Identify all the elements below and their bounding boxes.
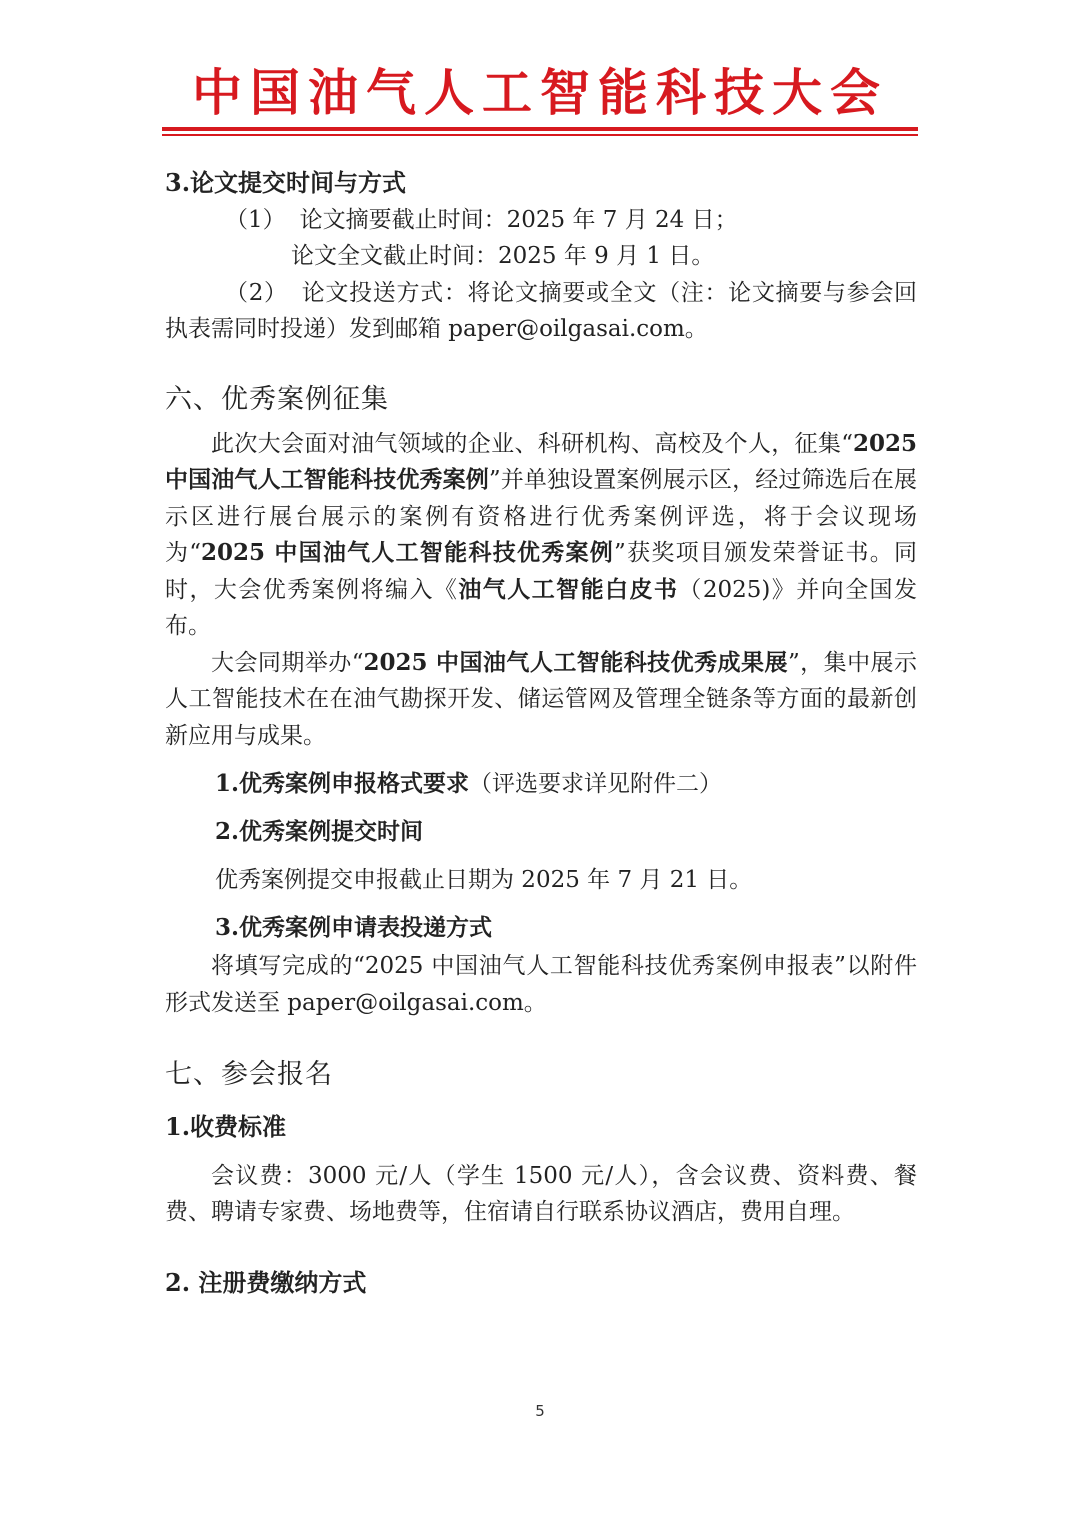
case-format-requirement (165, 764, 917, 804)
case-submission-time-heading: 2.优秀案例提交时间 (215, 818, 424, 845)
para1-text2: ”并单独设置案例展示区，经过筛选后在展示区进行展台展示的案例有资格进行优秀案例评选，将于会议现场为“ (165, 467, 917, 566)
case-form-delivery-heading: 3.优秀案例申请表投递方式 (215, 914, 493, 941)
para2-text2: ”，集中展示人工智能技术在在油气勘探开发、储运管网及管理全链条等方面的最新创新应用与成果。 (165, 649, 917, 749)
header-rule-thick (162, 127, 918, 131)
case-format-heading: 1.优秀案例申报格式要求 (215, 770, 470, 797)
fee-standard-heading: 1.收费标准 (165, 1112, 287, 1141)
section6-paragraph2 (165, 645, 917, 755)
section6-paragraph1 (165, 426, 917, 645)
section7-heading: 七、参会报名 (165, 1059, 333, 1090)
paper-submission-heading: 3.论文提交时间与方式 (165, 168, 407, 197)
para1-bold2: 2025 中国油气人工智能科技优秀案例 (201, 539, 615, 566)
paper-abstract-deadline: 论文摘要截止时间：2025 年 7 月 24 日； (299, 206, 738, 233)
para1-text4: （2025)》并向全国发布。 (165, 576, 918, 639)
case-form-delivery-text: 将填写完成的“2025 中国油气人工智能科技优秀案例申报表”以附件形式发送至 paper@oilgasai.com。 (165, 953, 917, 1016)
paper-item2-number: （2） (225, 279, 288, 306)
page-number: 5 (535, 1402, 545, 1420)
payment-method-heading: 2. 注册费缴纳方式 (165, 1267, 367, 1297)
paper-submission-method: 论文投送方式：将论文摘要或全文（注：论文摘要与参会回执表需同时投递）发到邮箱 paper@oilgasai.com。 (165, 279, 918, 342)
paper-item2 (165, 275, 917, 348)
paper-fulltext-deadline: 论文全文截止时间：2025 年 9 月 1 日。 (291, 243, 715, 269)
paper-item1-number: （1） (225, 206, 286, 233)
header-rule-thin (162, 134, 918, 136)
para1-text1: 此次大会面对油气领域的企业、科研机构、高校及个人，征集“ (211, 430, 853, 457)
document-body (165, 165, 917, 1301)
para2-text1: 大会同期举办“ (211, 649, 364, 676)
fee-standard-text: 会议费：3000 元/人（学生 1500 元/人），含会议费、资料费、餐费、聘请专家费、场地费等，住宿请自行联系协议酒店，费用自理。 (165, 1162, 917, 1225)
para1-bold1: 2025 中国油气人工智能科技优秀案例 (165, 429, 917, 493)
conference-title: 中国油气人工智能科技大会 (192, 64, 888, 122)
case-format-note: （评选要求详见附件二） (469, 771, 723, 797)
para2-bold1: 2025 中国油气人工智能科技优秀成果展 (363, 648, 788, 676)
para1-bold3: 油气人工智能白皮书 (458, 575, 679, 603)
paper-item1-line1 (165, 202, 917, 239)
para1-text3: ”获奖项目颁发荣誉证书。同时，大会优秀案例将编入《 (165, 540, 917, 603)
case-submission-deadline: 优秀案例提交申报截止日期为 2025 年 7 月 21 日。 (215, 867, 753, 893)
section6-heading: 六、优秀案例征集 (165, 383, 389, 415)
